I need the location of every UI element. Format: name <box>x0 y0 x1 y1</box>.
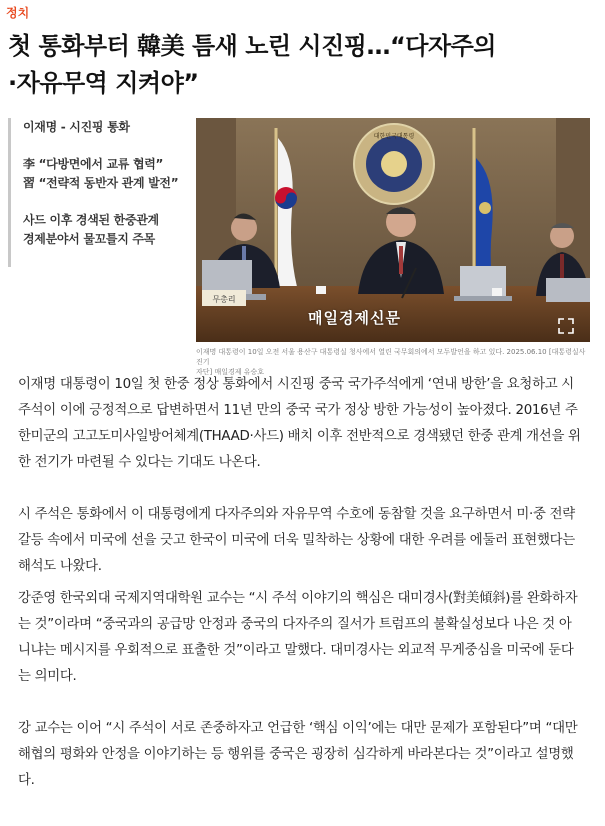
emblem-text: 대한민국대통령 <box>373 133 415 140</box>
headline <box>8 28 598 102</box>
summary-line: 李 “다방면에서 교류 협력” <box>23 157 164 171</box>
headline-line-2: ·자유무역 지켜야” <box>8 69 199 97</box>
nameplate-text: 무총리 <box>212 295 236 304</box>
headline-line-1: 첫 통화부터 韓美 틈새 노린 시진핑…“다자주의 <box>8 32 496 60</box>
summary-line: 경제분야서 물꼬틀지 주목 <box>23 232 155 246</box>
summary-line: 習 “전략적 동반자 관계 발전” <box>23 176 179 190</box>
caption-line: 자단] 매일경제 유승호 <box>196 368 265 376</box>
paragraph: 시 주석은 통화에서 이 대통령에게 다자주의와 자유무역 수호에 동참할 것을 요구하면서 미·중 전략 갈등 속에서 미국에 선을 긋고 한국이 미국에 더욱 밀착하는 상황에 대한 우려를 에둘러 표현했다는 해석도 나왔다. <box>18 507 575 574</box>
paragraph: 강준영 한국외대 국제지역대학원 교수는 “시 주석 이야기의 핵심은 대미경사(對美傾斜)를 완화하자는 것”이라며 “중국과의 공급망 안정과 중국의 다자주의 질서가 트럼프의 불확실성보다 나은 것 아니냐는 메시지를 우회적으로 표출한 것”이라고 말했다. 대미경사는 외교적 무게중심을 미국에 둔다는 의미다. <box>18 591 578 684</box>
paragraph: 이재명 대통령이 10일 첫 한중 정상 통화에서 시진핑 중국 국가주석에게 ‘연내 방한’을 요청하고 시 주석이 이에 긍정적으로 답변하면서 11년 만의 중국 국가 정상 방한 가능성이 높아졌다. 2016년 주한미군의 고고도미사일방어체계(THAAD·사드) 배치 이후 전반적으로 경색됐던 한중 관계 개선을 위한 전기가 마련될 수 있다는 기대도 나온다. <box>18 377 581 470</box>
summary-item <box>23 118 199 137</box>
paragraph: 강 교수는 이어 “시 주석이 서로 존중하자고 언급한 ‘핵심 이익’에는 대만 문제가 포함된다”며 “대만해협의 평화와 안정을 이야기하는 등 행위를 중국은 굉장히 심각하게 바라본다는 것”이라고 설명했다. <box>18 721 578 788</box>
summary-item <box>23 155 199 193</box>
summary-item <box>23 211 199 249</box>
photo-watermark: 매일경제신문 <box>308 309 401 327</box>
article-body <box>18 372 584 794</box>
article-summary <box>8 118 199 267</box>
section-tag[interactable]: 정치 <box>6 6 30 20</box>
caption-line: 이재명 대통령이 10일 오전 서울 용산구 대통령실 청사에서 열린 국무회의에서 모두발언을 하고 있다. 2025.06.10 [대통령실사진기 <box>196 348 586 366</box>
summary-line: 사드 이후 경색된 한중관계 <box>23 213 159 227</box>
summary-line: 이재명 - 시진핑 통화 <box>23 120 130 134</box>
expand-icon[interactable] <box>558 318 574 334</box>
